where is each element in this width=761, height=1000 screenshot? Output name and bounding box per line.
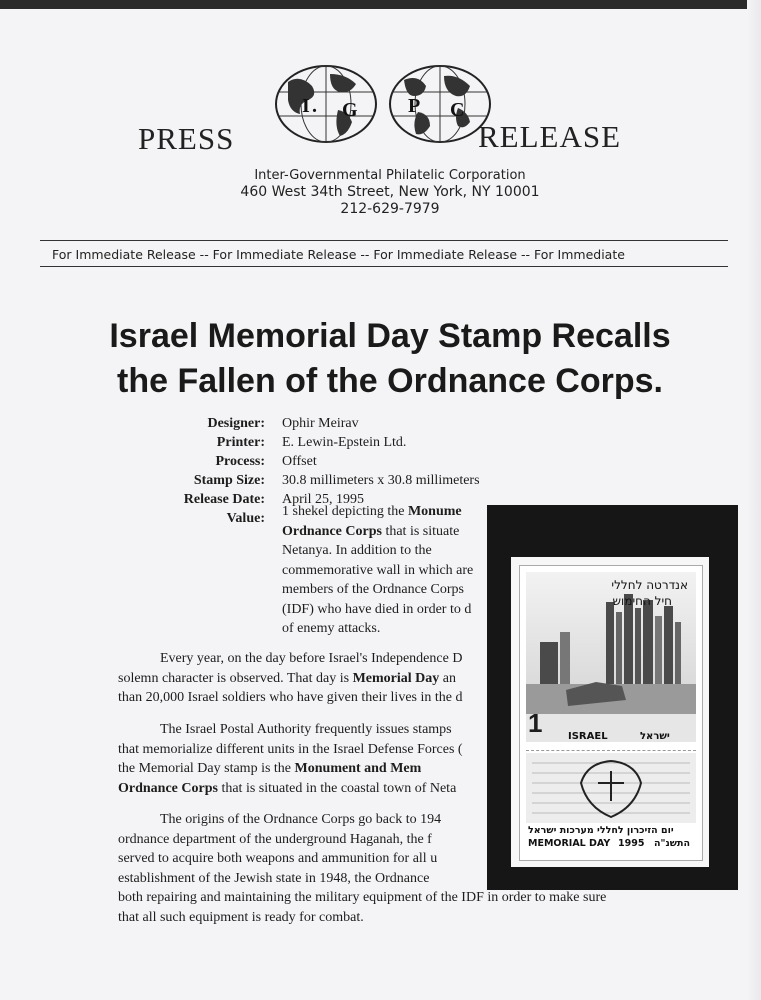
stamp-photograph xyxy=(487,505,738,890)
igpc-globe-logo xyxy=(268,64,498,146)
text-run: that is situate xyxy=(381,523,460,539)
immediate-release-banner: For Immediate Release -- For Immediate Release -- For Immediate Release -- For Immediate xyxy=(52,247,625,262)
text-line: (IDF) who have died in order to d xyxy=(282,601,472,617)
fact-label: Value: xyxy=(226,511,265,526)
fact-value: April 25, 1995 xyxy=(282,492,365,507)
fact-value: E. Lewin-Epstein Ltd. xyxy=(282,435,407,450)
text-line: than 20,000 Israel soldiers who have given their lives in the d xyxy=(118,690,463,705)
org-name: Inter-Governmental Philatelic Corporation xyxy=(254,168,526,183)
text-run: that is situated in the coastal town of Neta xyxy=(217,780,457,796)
stamp-tab xyxy=(526,750,696,855)
fact-label: Printer: xyxy=(216,435,265,450)
svg-text:.: . xyxy=(312,95,317,117)
text-run: an xyxy=(439,670,456,686)
text-line: The origins of the Ordnance Corps go back to 194 xyxy=(160,812,442,827)
text-line: Netanya. In addition to the xyxy=(282,543,432,558)
svg-text:G: G xyxy=(342,99,358,121)
fact-label: Designer: xyxy=(207,416,265,431)
fact-value: Ophir Meirav xyxy=(282,416,359,431)
ordnance-emblem-icon xyxy=(526,753,696,823)
stamp-hebrew-title-2: חיל החימוש xyxy=(612,594,672,608)
headline-line-1: Israel Memorial Day Stamp Recalls xyxy=(109,317,671,355)
stamp-face xyxy=(519,565,703,861)
bold-run: Memorial Day xyxy=(352,670,440,686)
tab-hebrew-year: התשנ"ה xyxy=(654,838,691,849)
text-line: ordnance department of the underground Haganah, the f xyxy=(118,831,432,847)
tab-hebrew-line: יום הזיכרון לחללי מערכות ישראל xyxy=(528,825,674,836)
fact-label: Release Date: xyxy=(183,492,265,507)
text-line: that memorialize different units in the Israel Defense Forces ( xyxy=(118,741,463,757)
stamp-country-hebrew: ישראל xyxy=(640,731,670,742)
text-run: the Memorial Day stamp is the xyxy=(118,761,295,776)
release-word: RELEASE xyxy=(478,119,622,154)
bold-run: Monume xyxy=(407,504,462,519)
fact-label: Stamp Size: xyxy=(193,473,265,488)
banner-bottom-rule xyxy=(40,266,728,267)
text-line: both repairing and maintaining the military equipment of the IDF in order to make sure xyxy=(118,890,607,905)
stamp-hebrew-title-1: אנדרטה לחללי xyxy=(611,578,688,592)
headline-line-2: the Fallen of the Ordnance Corps. xyxy=(117,362,663,400)
svg-text:I: I xyxy=(302,95,310,117)
fact-value: 30.8 millimeters x 30.8 millimeters xyxy=(282,473,480,488)
tab-memorial-day: MEMORIAL DAY xyxy=(528,838,611,849)
text-line: served to acquire both weapons and ammunition for all u xyxy=(118,851,438,866)
fact-label: Process: xyxy=(215,454,265,469)
scan-right-edge xyxy=(747,0,761,1000)
memorial-day-stamp xyxy=(511,557,709,867)
text-line: The Israel Postal Authority frequently issues stamps xyxy=(160,722,452,737)
text-line: establishment of the Jewish state in 1948, the Ordnance xyxy=(118,870,430,886)
text-run: 1 shekel depicting the xyxy=(282,504,408,519)
text-line: of enemy attacks. xyxy=(282,621,381,636)
text-line: that all such equipment is ready for combat. xyxy=(118,909,364,925)
text-line: Every year, on the day before Israel's Independence D xyxy=(160,651,463,666)
scan-top-edge xyxy=(0,0,761,9)
org-address: 460 West 34th Street, New York, NY 10001 xyxy=(240,184,540,200)
fact-value: Offset xyxy=(282,454,317,469)
svg-text:C: C xyxy=(450,99,465,121)
stamp-denomination: 1 xyxy=(528,708,543,738)
bold-run: Ordnance Corps xyxy=(118,780,218,796)
svg-text:P: P xyxy=(408,95,421,117)
bold-run: Monument and Mem xyxy=(294,761,422,776)
press-word: PRESS xyxy=(138,121,235,156)
text-line: members of the Ordnance Corps xyxy=(282,582,464,597)
text-line: commemorative wall in which are xyxy=(282,562,474,578)
stamp-country: ISRAEL xyxy=(568,731,608,742)
banner-top-rule xyxy=(40,240,728,241)
org-phone: 212-629-7979 xyxy=(340,201,440,217)
bold-run: Ordnance Corps xyxy=(282,523,382,539)
text-run: solemn character is observed. That day is xyxy=(118,670,353,686)
tab-year: 1995 xyxy=(618,838,645,849)
